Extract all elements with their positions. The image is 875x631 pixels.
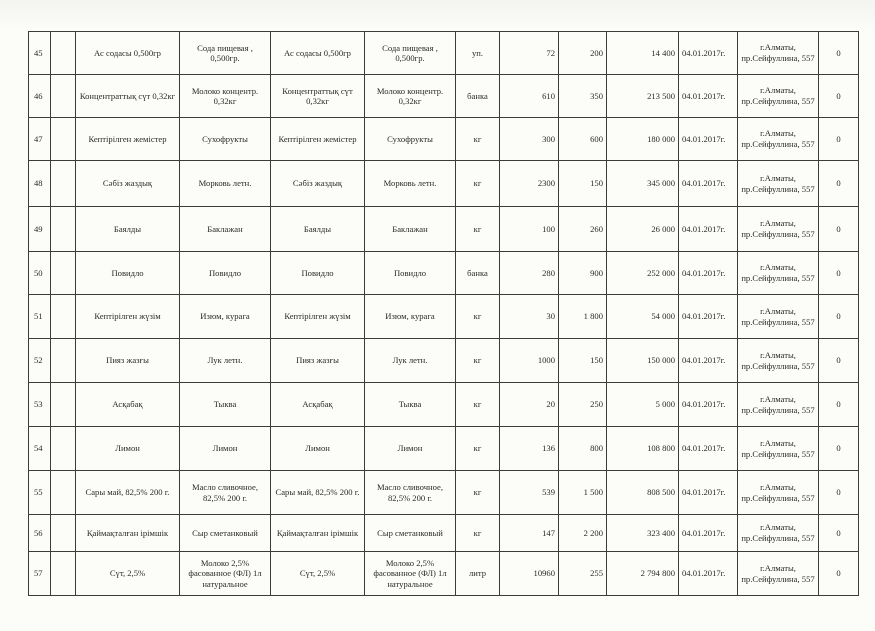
name-russian: Сухофрукты	[180, 118, 271, 161]
table-row	[29, 32, 859, 75]
sum-cell: 26 000	[607, 207, 679, 252]
address-cell	[738, 118, 819, 161]
address-city: г.Алматы,	[760, 128, 796, 139]
quantity-cell: 20	[500, 383, 559, 427]
address-cell	[738, 471, 819, 515]
table-row	[29, 427, 859, 471]
unit-cell: кг	[456, 339, 500, 383]
table-row	[29, 252, 859, 295]
date-cell: 04.01.2017г.	[679, 207, 738, 252]
address-street: пр.Сейфуллина, 557	[741, 53, 815, 63]
name-russian-offer: Повидло	[365, 252, 456, 295]
name-russian: Молоко 2,5% фасованное (ФЛ) 1л натуральное	[180, 552, 271, 596]
price-cell: 1 800	[559, 295, 607, 339]
extra-cell: 0	[819, 339, 859, 383]
address-street: пр.Сейфуллина, 557	[741, 492, 815, 503]
extra-cell: 0	[819, 552, 859, 596]
date-cell: 04.01.2017г.	[679, 515, 738, 552]
price-cell: 200	[559, 32, 607, 75]
address-street: пр.Сейфуллина, 557	[741, 360, 815, 371]
table-row	[29, 515, 859, 552]
address-cell	[738, 32, 819, 75]
row-number: 45	[29, 32, 51, 75]
unit-cell: кг	[456, 515, 500, 552]
unit-cell: кг	[456, 207, 500, 252]
name-kazakh: Асқабақ	[76, 383, 180, 427]
address-cell	[738, 75, 819, 118]
empty-cell	[51, 552, 76, 596]
quantity-cell: 10960	[500, 552, 559, 596]
name-kazakh: Пияз жазғы	[76, 339, 180, 383]
extra-cell: 0	[819, 161, 859, 207]
name-kazakh-offer: Баялды	[271, 207, 365, 252]
name-russian: Сыр сметанковый	[180, 515, 271, 552]
name-russian: Масло сливочное, 82,5% 200 г.	[180, 471, 271, 515]
address-street: пр.Сейфуллина, 557	[741, 404, 815, 415]
name-russian: Лимон	[180, 427, 271, 471]
sum-cell: 150 000	[607, 339, 679, 383]
empty-cell	[51, 515, 76, 552]
sum-cell: 213 500	[607, 75, 679, 118]
row-number: 55	[29, 471, 51, 515]
table-row	[29, 161, 859, 207]
price-cell: 250	[559, 383, 607, 427]
address-street: пр.Сейфуллина, 557	[741, 448, 815, 459]
unit-cell: кг	[456, 471, 500, 515]
unit-cell: кг	[456, 161, 500, 207]
date-cell: 04.01.2017г.	[679, 295, 738, 339]
date-cell: 04.01.2017г.	[679, 427, 738, 471]
name-russian-offer: Молоко 2,5% фасованное (ФЛ) 1л натуральное	[365, 552, 456, 596]
row-number: 50	[29, 252, 51, 295]
address-city: г.Алматы,	[760, 262, 796, 273]
address-street: пр.Сейфуллина, 557	[741, 316, 815, 327]
name-kazakh-offer: Кептірілген жүзім	[271, 295, 365, 339]
address-city: г.Алматы,	[760, 522, 796, 533]
table-row	[29, 75, 859, 118]
quantity-cell: 1000	[500, 339, 559, 383]
name-russian-offer: Сухофрукты	[365, 118, 456, 161]
sum-cell: 808 500	[607, 471, 679, 515]
table-row	[29, 552, 859, 596]
address-cell	[738, 295, 819, 339]
name-kazakh-offer: Лимон	[271, 427, 365, 471]
address-city: г.Алматы,	[760, 437, 796, 448]
address-street: пр.Сейфуллина, 557	[741, 229, 815, 239]
unit-cell: литр	[456, 552, 500, 596]
empty-cell	[51, 471, 76, 515]
extra-cell: 0	[819, 515, 859, 552]
table-row	[29, 383, 859, 427]
sum-cell: 108 800	[607, 427, 679, 471]
name-russian-offer: Баклажан	[365, 207, 456, 252]
name-kazakh-offer: Пияз жазғы	[271, 339, 365, 383]
name-kazakh-offer: Сүт, 2,5%	[271, 552, 365, 596]
quantity-cell: 30	[500, 295, 559, 339]
empty-cell	[51, 75, 76, 118]
name-russian: Изюм, курага	[180, 295, 271, 339]
empty-cell	[51, 32, 76, 75]
empty-cell	[51, 383, 76, 427]
quantity-cell: 300	[500, 118, 559, 161]
price-cell: 150	[559, 339, 607, 383]
name-kazakh: Сүт, 2,5%	[76, 552, 180, 596]
quantity-cell: 539	[500, 471, 559, 515]
address-cell	[738, 515, 819, 552]
quantity-cell: 136	[500, 427, 559, 471]
address-city: г.Алматы,	[760, 562, 796, 573]
address-cell	[738, 339, 819, 383]
name-kazakh-offer: Асқабақ	[271, 383, 365, 427]
row-number: 54	[29, 427, 51, 471]
price-cell: 900	[559, 252, 607, 295]
name-kazakh: Кептірілген жемістер	[76, 118, 180, 161]
name-kazakh: Сәбіз жаздық	[76, 161, 180, 207]
table-row	[29, 207, 859, 252]
address-street: пр.Сейфуллина, 557	[741, 273, 815, 283]
name-kazakh: Баялды	[76, 207, 180, 252]
sum-cell: 14 400	[607, 32, 679, 75]
table-row	[29, 118, 859, 161]
extra-cell: 0	[819, 118, 859, 161]
empty-cell	[51, 427, 76, 471]
address-cell	[738, 552, 819, 596]
price-cell: 150	[559, 161, 607, 207]
scan-shadow	[0, 0, 875, 30]
date-cell: 04.01.2017г.	[679, 339, 738, 383]
empty-cell	[51, 295, 76, 339]
name-kazakh: Қаймақталған ірімшік	[76, 515, 180, 552]
row-number: 52	[29, 339, 51, 383]
address-city: г.Алматы,	[760, 85, 796, 96]
unit-cell: кг	[456, 383, 500, 427]
row-number: 53	[29, 383, 51, 427]
date-cell: 04.01.2017г.	[679, 552, 738, 596]
address-street: пр.Сейфуллина, 557	[741, 139, 815, 149]
address-street: пр.Сейфуллина, 557	[741, 96, 815, 106]
price-cell: 255	[559, 552, 607, 596]
extra-cell: 0	[819, 32, 859, 75]
table-row	[29, 295, 859, 339]
sum-cell: 180 000	[607, 118, 679, 161]
extra-cell: 0	[819, 295, 859, 339]
name-russian-offer: Сыр сметанковый	[365, 515, 456, 552]
table-body	[29, 32, 859, 596]
name-kazakh: Ас содасы 0,500гр	[76, 32, 180, 75]
extra-cell: 0	[819, 75, 859, 118]
price-cell: 350	[559, 75, 607, 118]
extra-cell: 0	[819, 427, 859, 471]
unit-cell: кг	[456, 118, 500, 161]
extra-cell: 0	[819, 383, 859, 427]
table-row	[29, 339, 859, 383]
address-street: пр.Сейфуллина, 557	[741, 183, 815, 194]
name-kazakh: Кептірілген жүзім	[76, 295, 180, 339]
row-number: 57	[29, 552, 51, 596]
name-russian-offer: Тыква	[365, 383, 456, 427]
extra-cell: 0	[819, 252, 859, 295]
price-cell: 600	[559, 118, 607, 161]
name-kazakh-offer: Сәбіз жаздық	[271, 161, 365, 207]
sum-cell: 323 400	[607, 515, 679, 552]
date-cell: 04.01.2017г.	[679, 383, 738, 427]
address-street: пр.Сейфуллина, 557	[741, 533, 815, 543]
address-city: г.Алматы,	[760, 481, 796, 492]
name-kazakh-offer: Ас содасы 0,500гр	[271, 32, 365, 75]
empty-cell	[51, 252, 76, 295]
unit-cell: банка	[456, 252, 500, 295]
row-number: 46	[29, 75, 51, 118]
date-cell: 04.01.2017г.	[679, 75, 738, 118]
date-cell: 04.01.2017г.	[679, 471, 738, 515]
unit-cell: уп.	[456, 32, 500, 75]
date-cell: 04.01.2017г.	[679, 252, 738, 295]
empty-cell	[51, 161, 76, 207]
empty-cell	[51, 207, 76, 252]
name-kazakh-offer: Кептірілген жемістер	[271, 118, 365, 161]
name-kazakh-offer: Қаймақталған ірімшік	[271, 515, 365, 552]
address-cell	[738, 207, 819, 252]
address-city: г.Алматы,	[760, 393, 796, 404]
address-cell	[738, 252, 819, 295]
name-kazakh: Повидло	[76, 252, 180, 295]
address-cell	[738, 383, 819, 427]
sum-cell: 5 000	[607, 383, 679, 427]
name-kazakh: Сары май, 82,5% 200 г.	[76, 471, 180, 515]
name-russian: Сода пищевая , 0,500гр.	[180, 32, 271, 75]
extra-cell: 0	[819, 207, 859, 252]
name-russian-offer: Масло сливочное, 82,5% 200 г.	[365, 471, 456, 515]
address-city: г.Алматы,	[760, 42, 796, 53]
price-cell: 800	[559, 427, 607, 471]
quantity-cell: 280	[500, 252, 559, 295]
name-kazakh: Концентраттық сүт 0,32кг	[76, 75, 180, 118]
name-russian: Морковь летн.	[180, 161, 271, 207]
unit-cell: кг	[456, 295, 500, 339]
address-city: г.Алматы,	[760, 218, 796, 229]
sum-cell: 2 794 800	[607, 552, 679, 596]
name-russian: Лук летн.	[180, 339, 271, 383]
name-russian: Баклажан	[180, 207, 271, 252]
sum-cell: 345 000	[607, 161, 679, 207]
quantity-cell: 147	[500, 515, 559, 552]
empty-cell	[51, 339, 76, 383]
address-city: г.Алматы,	[760, 172, 796, 183]
name-russian: Повидло	[180, 252, 271, 295]
name-russian-offer: Сода пищевая , 0,500гр.	[365, 32, 456, 75]
unit-cell: банка	[456, 75, 500, 118]
unit-cell: кг	[456, 427, 500, 471]
row-number: 49	[29, 207, 51, 252]
name-russian-offer: Лук летн.	[365, 339, 456, 383]
name-russian-offer: Лимон	[365, 427, 456, 471]
address-cell	[738, 427, 819, 471]
table-row	[29, 471, 859, 515]
name-kazakh-offer: Повидло	[271, 252, 365, 295]
name-russian: Тыква	[180, 383, 271, 427]
price-cell: 2 200	[559, 515, 607, 552]
address-cell	[738, 161, 819, 207]
name-kazakh: Лимон	[76, 427, 180, 471]
sum-cell: 252 000	[607, 252, 679, 295]
address-street: пр.Сейфуллина, 557	[741, 573, 815, 584]
date-cell: 04.01.2017г.	[679, 161, 738, 207]
sum-cell: 54 000	[607, 295, 679, 339]
procurement-table	[28, 31, 859, 596]
address-city: г.Алматы,	[760, 349, 796, 360]
name-russian-offer: Изюм, курага	[365, 295, 456, 339]
date-cell: 04.01.2017г.	[679, 32, 738, 75]
quantity-cell: 72	[500, 32, 559, 75]
name-russian: Молоко концентр. 0,32кг	[180, 75, 271, 118]
extra-cell: 0	[819, 471, 859, 515]
row-number: 47	[29, 118, 51, 161]
name-russian-offer: Морковь летн.	[365, 161, 456, 207]
row-number: 48	[29, 161, 51, 207]
price-cell: 260	[559, 207, 607, 252]
price-cell: 1 500	[559, 471, 607, 515]
quantity-cell: 610	[500, 75, 559, 118]
date-cell: 04.01.2017г.	[679, 118, 738, 161]
empty-cell	[51, 118, 76, 161]
name-kazakh-offer: Сары май, 82,5% 200 г.	[271, 471, 365, 515]
address-city: г.Алматы,	[760, 305, 796, 316]
quantity-cell: 100	[500, 207, 559, 252]
row-number: 51	[29, 295, 51, 339]
name-russian-offer: Молоко концентр. 0,32кг	[365, 75, 456, 118]
quantity-cell: 2300	[500, 161, 559, 207]
name-kazakh-offer: Концентраттық сүт 0,32кг	[271, 75, 365, 118]
row-number: 56	[29, 515, 51, 552]
